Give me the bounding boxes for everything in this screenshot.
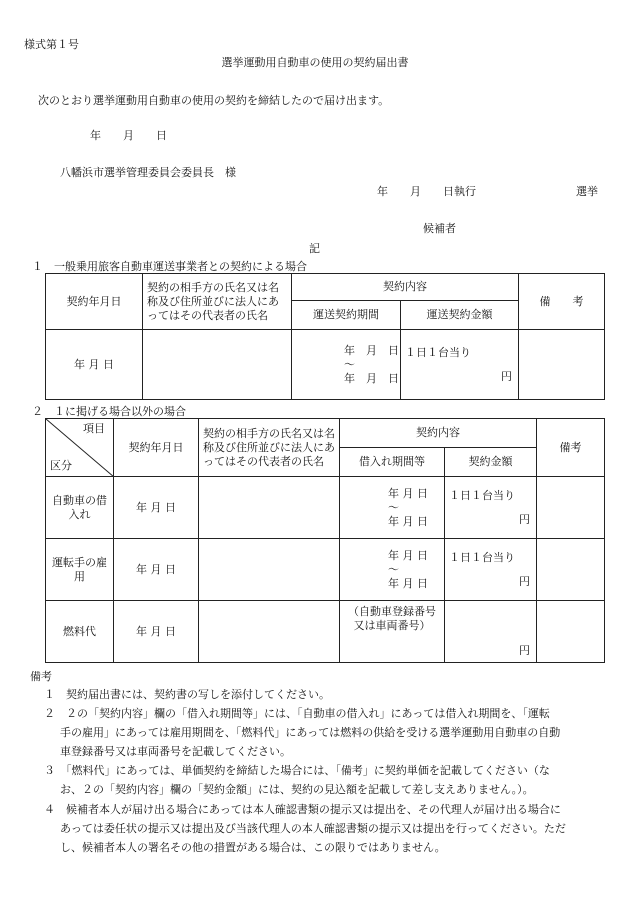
s2-header-category: 区分 [50,459,72,472]
form-number: 様式第１号 [24,38,79,51]
s2-period-cell[interactable] [340,539,445,601]
s2-period-tilde: ～ [388,500,399,514]
s2-row-label: 運転手の雇用 [46,539,114,601]
s2-period-from: 年 月 日 [388,548,428,562]
s2-row-date: 年 月 日 [114,539,199,601]
s1-per-day: １日１台当り [405,345,471,359]
s2-party-cell[interactable] [199,477,340,539]
s1-amount-cell[interactable] [401,330,519,400]
note-line: 車登録番号又は車両番号を記載してください。 [60,745,291,758]
s2-header-date: 契約年月日 [114,419,199,477]
s2-party-cell[interactable] [199,601,340,663]
s2-header-remarks: 備考 [537,419,605,477]
table-row [46,539,605,601]
s1-period-tilde: ～ [344,357,355,371]
section2-heading: ２ １に掲げる場合以外の場合 [32,405,186,418]
table-row [46,601,605,663]
s1-remarks-cell[interactable] [519,330,605,400]
s1-header-party: 契約の相手方の氏名又は名称及び住所並びに法人にあってはその代表者の氏名 [143,274,292,330]
note-line: お、２の「契約内容」欄の「契約金額」には、契約の見込額を記載して差し支えありません。）。 [60,783,534,796]
s2-yen: 円 [519,512,530,526]
note-line: １ 契約届出書には、契約書の写しを添付してください。 [44,688,330,701]
s1-header-content: 契約内容 [292,274,519,301]
s2-row-label: 自動車の借入れ [46,477,114,539]
section2-table [45,418,605,663]
s2-header-content: 契約内容 [340,419,537,448]
s1-header-date: 契約年月日 [46,274,143,330]
s2-period-to: 年 月 日 [388,514,428,528]
s2-header-period: 借入れ期間等 [340,448,445,477]
s2-period-to: 年 月 日 [388,576,428,590]
s1-period-from: 年 月 日 [344,343,399,357]
s2-period-cell[interactable] [340,477,445,539]
s1-header-remarks: 備 考 [519,274,605,330]
s1-party-cell[interactable] [143,330,292,400]
s2-amount-cell[interactable] [445,601,537,663]
s2-period-from: 年 月 日 [388,486,428,500]
s2-yen: 円 [519,574,530,588]
s2-row-label: 燃料代 [46,601,114,663]
addressee: 八幡浜市選挙管理委員会委員長 様 [60,166,236,179]
submission-date: 年 月 日 [90,129,167,142]
s1-contract-date: 年 月 日 [46,330,143,400]
s2-amount-cell[interactable] [445,539,537,601]
candidate-label: 候補者 [423,222,456,235]
s1-header-period: 運送契約期間 [292,301,401,330]
s2-yen: 円 [519,644,530,657]
page-title: 選挙運動用自動車の使用の契約届出書 [221,56,409,69]
s2-amount-cell[interactable] [445,477,537,539]
note-line: あっては委任状の提示又は提出及び当該代理人の本人確認書類の提示又は提出を行ってください。ただ [60,822,566,835]
section1-heading: １ 一般乗用旅客自動車運送事業者との契約による場合 [32,260,307,273]
s2-remarks-cell[interactable] [537,601,605,663]
s2-party-cell[interactable] [199,539,340,601]
note-line: ２ ２の「契約内容」欄の「借入れ期間等」には、「自動車の借入れ」にあっては借入れ期間を、「運転 [44,707,550,720]
s2-remarks-cell[interactable] [537,477,605,539]
s2-header-amount: 契約金額 [445,448,537,477]
s2-remarks-cell[interactable] [537,539,605,601]
election-date: 年 月 日執行 [377,185,476,198]
note-line: 手の雇用」にあっては雇用期間を、「燃料代」にあっては燃料の供給を受ける選挙運動用自動車の自動 [60,726,561,739]
s2-per-day: １日１台当り [449,550,515,564]
s1-header-amount: 運送契約金額 [401,301,519,330]
note-line: ４ 候補者本人が届け出る場合にあっては本人確認書類の提示又は提出を、その代理人が届け出る場合に [44,803,561,816]
table-row [46,477,605,539]
intro-text: 次のとおり選挙運動用自動車の使用の契約を締結したので届け出ます。 [38,94,390,107]
ki-label: 記 [309,242,320,255]
s2-period-tilde: ～ [388,562,399,576]
s2-header-item: 項目 [83,422,105,435]
s2-header-party: 契約の相手方の氏名又は名称及び住所並びに法人にあってはその代表者の氏名 [199,419,340,477]
s1-period-to: 年 月 日 [344,371,399,385]
section1-table [45,273,605,400]
s2-row-date: 年 月 日 [114,477,199,539]
s1-period-cell[interactable] [292,330,401,400]
s2-row-date: 年 月 日 [114,601,199,663]
note-line: ３ 「燃料代」にあっては、単価契約を締結した場合には、「備考」に契約単価を記載してください（な [44,764,550,777]
s2-per-day: １日１台当り [449,488,515,502]
s1-yen: 円 [501,369,512,383]
notes-title: 備考 [30,670,52,683]
note-line: し、候補者本人の署名その他の措置がある場合は、この限りではありません。 [60,841,446,854]
s2-reg-number-cell[interactable]: （自動車登録番号又は車両番号） [340,601,445,663]
s2-diagonal-header [46,419,114,477]
election-name: 選挙 [576,185,598,198]
